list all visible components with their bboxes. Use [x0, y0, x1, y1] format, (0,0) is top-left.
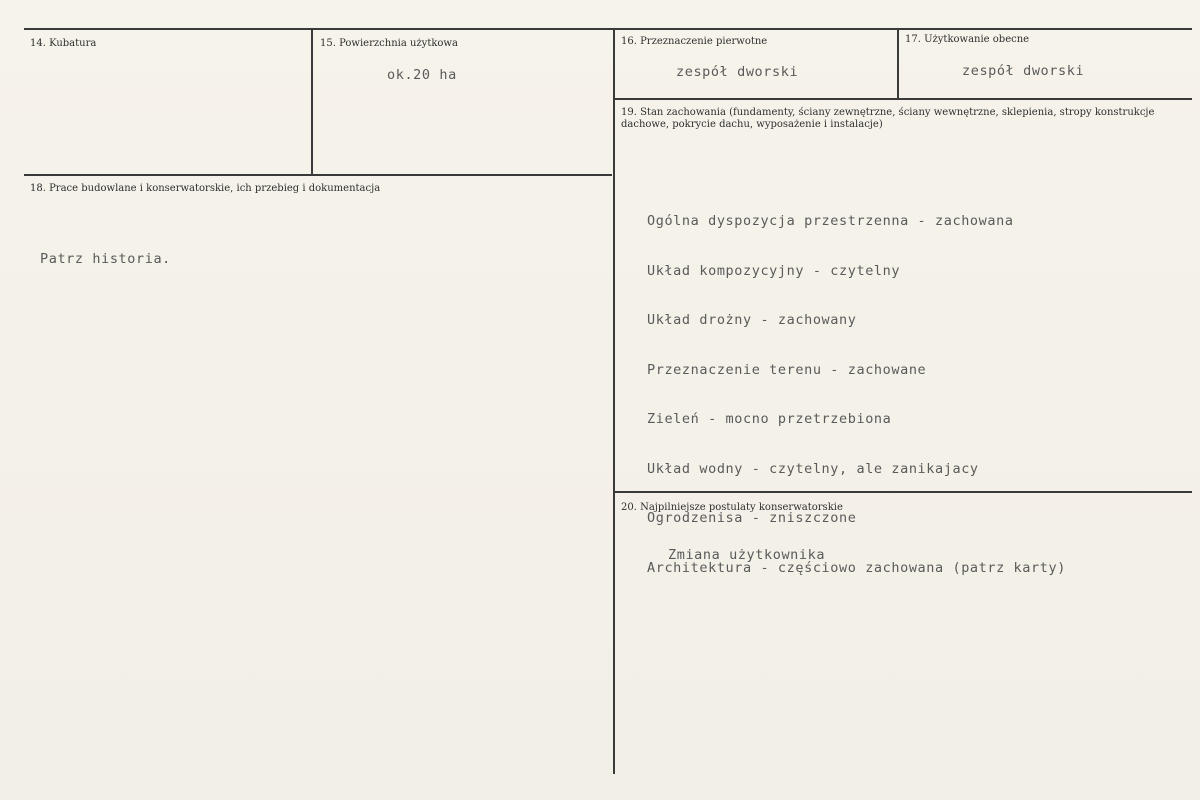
field-20-label: 20. Najpilniejsze postulaty konserwatorskie: [621, 502, 843, 513]
condition-line: Ogólna dyspozycja przestrzenna - zachowana: [647, 213, 1014, 229]
col-divider-16-17: [897, 28, 899, 99]
condition-line: Architektura - częściowo zachowana (patrz karty): [647, 559, 1066, 576]
field-16-value: zespół dworski: [676, 64, 799, 80]
condition-line: Ogrodzenisa - zniszczone: [647, 510, 857, 526]
field-20-value: Zmiana użytkownika: [668, 547, 826, 563]
field-16-label: 16. Przeznaczenie pierwotne: [621, 36, 768, 47]
condition-line: Zieleń - mocno przetrzebiona: [647, 411, 892, 427]
top-border: [24, 28, 1192, 30]
col-divider-main: [613, 28, 615, 774]
field-15-label: 15. Powierzchnia użytkowa: [320, 38, 458, 49]
condition-line: Układ kompozycyjny - czytelny: [647, 262, 901, 279]
condition-line: Układ drożny - zachowany: [647, 312, 857, 328]
field-19-label: 19. Stan zachowania (fundamenty, ściany zewnętrzne, ściany wewnętrzne, sklepienia, stropy konstrukcje dachowe, pokrycie dachu, wyposażenie i instalacje): [621, 107, 1155, 130]
field-14-label: 14. Kubatura: [30, 38, 97, 49]
row-divider-left: [24, 174, 612, 176]
field-15-value: ok.20 ha: [387, 67, 457, 83]
field-18-value: Patrz historia.: [40, 251, 171, 267]
row-divider-right-top: [614, 98, 1192, 100]
col-divider-14-15: [311, 28, 313, 175]
condition-line: Układ wodny - czytelny, ale zanikajacy: [647, 460, 979, 477]
field-17-label: 17. Użytkowanie obecne: [905, 34, 1030, 45]
field-17-value: zespół dworski: [962, 63, 1085, 79]
field-18-label: 18. Prace budowlane i konserwatorskie, ich przebieg i dokumentacja: [30, 183, 381, 194]
field-19-condition-list: [647, 180, 1066, 609]
condition-line: Przeznaczenie terenu - zachowane: [647, 361, 927, 378]
